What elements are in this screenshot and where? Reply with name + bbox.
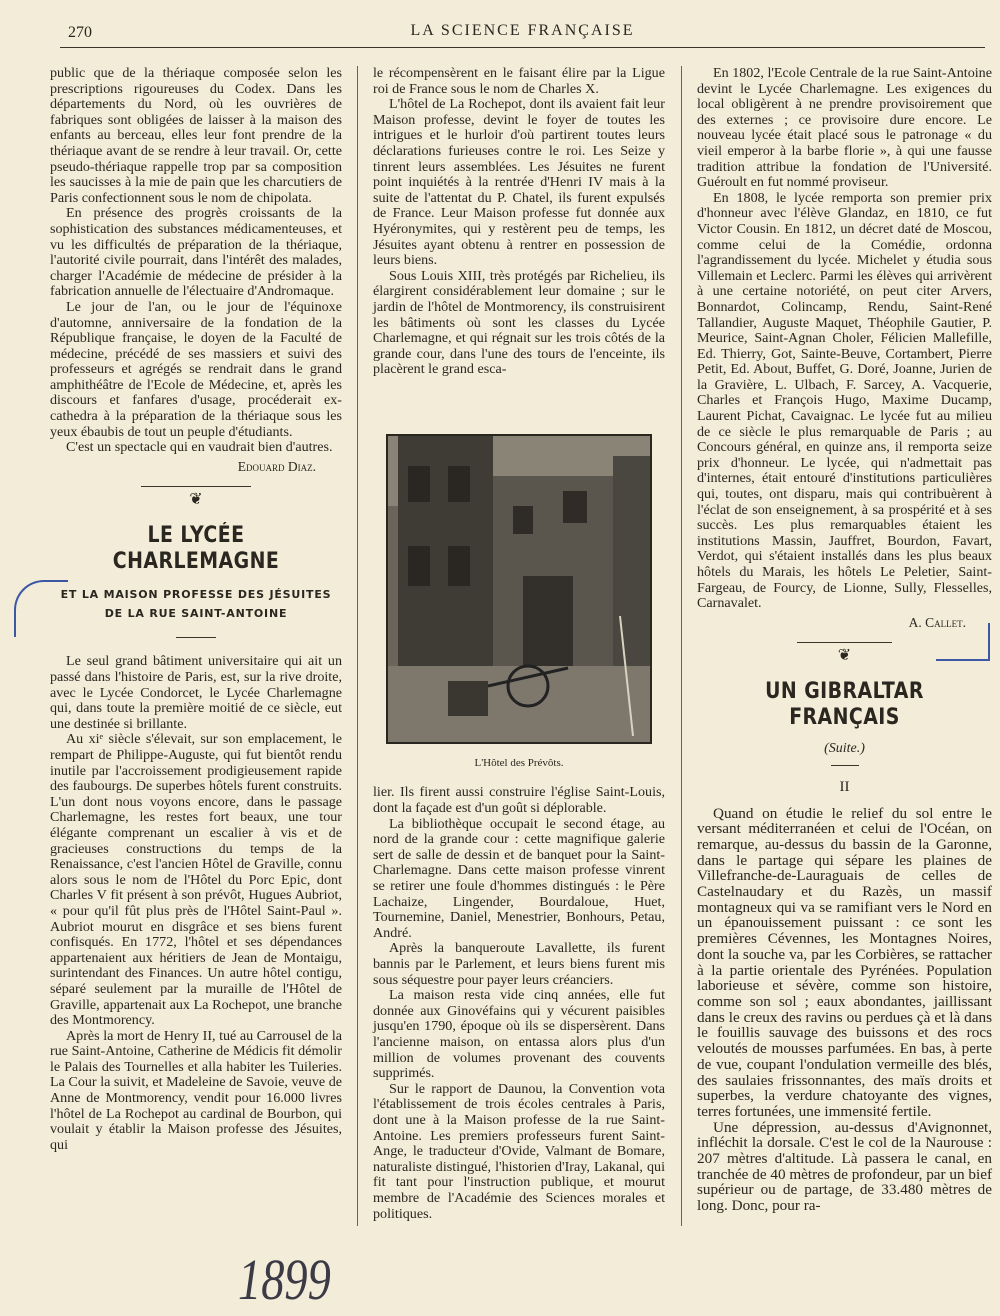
paragraph: En 1808, le lycée remporta son premier prix d'honneur avec l'élève Glandaz, en 1810, ce fut Victor Cousin. En 1812, un décret daté de Moscou, comme celui de la Comédie, ordonna l'agrandissement du lycée. Michelet y étudia sous Villemain et Leclerc. Parmi les élèves qui arrivèrent à une certaine notoriété, on peut citer Arvers, Bonnardot, Colincamp, Rendu, Saint-René Tallandier, Auguste Maquet, Théophile Gautier, P. Meurice, Saint-Agnan Choler, Félicien Mallefille, Ed. Thierry, Got, Sainte-Beuve, Cortambert, Pierre Petit, Ed. About, Buffet, G. Doré, Joanne, Jurien de la Gravière, L. Ulbach, F. Sarcey, A. Vacquerie, Charles et François Hugo, Maxime Ducamp, Laurent Pichat, Cavaignac. Le lycée fut au milieu de ce siècle le plus remarquable de Paris ; au Concours général, en quinze ans, il remporta seize prix d'honneur. Le lycée, qui n'admettait pas d'internes, était entouré d'institutions particulières qui, toutes, ont disparu, mais qui contribuèrent à l'éclat de son enseignement, à sa prospérité et à ses succès. Les plus remarquables étaient les institutions Massin, Jauffret, Bourdon, Favart, Verdot, qui s'étaient installés dans les plus beaux hôtels du Marais, les hôtels Le Peletier, Saint-Fargeau, de Fourcy, de Lionne, Sully, Flesselles, Carnavalet. bbox=[697, 189, 992, 612]
paragraph: L'hôtel de La Rochepot, dont ils avaient fait leur Maison professe, devint le foyer de toutes les intrigues et le hurloir d'où partirent toutes leurs déclarations furieuses contre le roi. Les Seize y tinrent leurs assemblées. Les Jésuites ne furent point inquiétés à la rentrée d'Henri IV mais à la suite de l'attentat du P. Chatel, ils furent expulsés de France. Leur Maison professe fut donnée aux Hyéronymites, qui y restèrent peu de temps, les Jésuites ayant obtenu à rentrer en possession de leurs biens. bbox=[373, 96, 665, 269]
section-number: II bbox=[839, 778, 850, 795]
figure-caption: L'Hôtel des Prévôts. bbox=[474, 756, 564, 769]
article-title: LE LYCÉE CHARLEMAGNE bbox=[112, 523, 280, 575]
paragraph: Sous Louis XIII, très protégés par Richelieu, ils élargirent considérablement leur domaine ; sur le jardin de l'hôtel de Montmorency, ils construisirent les bâtiments où sont les classes du Lycée Charlemagne, et qui régnait sur les trois côtés de la grande cour, dans l'une des tours de l'enceinte, ils placèrent le grand esca- bbox=[373, 267, 665, 378]
article-continuation: (Suite.) bbox=[824, 741, 865, 757]
page-number: 270 bbox=[68, 24, 92, 41]
paragraph: Quand on étudie le relief du sol entre le versant méditerranéen et celui de l'Océan, on remarque, au-dessus du bassin de la Garonne, dans le partage qui sépare les plaines de Villefranche-de-Lauraguais de celles de Castelnaudary et du Razès, un massif montagneux qui va se ramifiant vers le Nord en un épanouissement puissant : ce sont les premières Cévennes, les Montagnes Noires, dont la souche va, par les Corbières, se rattacher à la partie orientale des Pyrénées. Population laborieuse et sévère, comme son histoire, comme son sol ; eaux abondantes, jaillissant dans le creux des ravins ou perdues çà et là dans le fouillis sauvage des buissons et des rocs veloutés de mousses parfumées. En bas, à perte de vue, coupant l'ondulation vermeille des blés, des saulaies frissonnantes, des maïs droits et superbes, la verdure chatoyante des vignes, terres fortunées, une immensité fertile. bbox=[697, 804, 992, 1120]
header-rule bbox=[60, 47, 985, 48]
blue-pencil-mark bbox=[936, 623, 990, 661]
engraving-illustration bbox=[386, 434, 652, 744]
separator-rule bbox=[797, 642, 892, 643]
fleuron-ornament: ❦ bbox=[837, 647, 852, 665]
blue-pencil-mark bbox=[14, 580, 68, 637]
paragraph: le récompensèrent en le faisant élire par la Ligue roi de France sous le nom de Charles X. bbox=[373, 65, 665, 97]
paragraph: lier. Ils firent aussi construire l'église Saint-Louis, dont la façade est d'un goût si déplorable. bbox=[373, 784, 665, 817]
journal-title: LA SCIENCE FRANÇAISE bbox=[410, 22, 635, 39]
column-rule-1 bbox=[357, 66, 358, 1226]
column-1 bbox=[50, 66, 342, 1153]
running-header bbox=[60, 22, 985, 44]
column-2 bbox=[373, 66, 665, 1222]
column-rule-2 bbox=[681, 66, 682, 1226]
paragraph: En 1802, l'Ecole Centrale de la rue Saint-Antoine devint le Lycée Charlemagne. Les exigences du local obligèrent à ne prendre provisoirement que des externes ; ce provisoire dure encore. Le nouveau lycée était placé sous le patronage « du vieil emperor à la barbe florie », à qui une fausse tradition attribue la fondation de l'Université. Guéroult en fut nommé proviseur. bbox=[697, 65, 992, 191]
paragraph: public que de la thériaque composée selon les prescriptions rigoureuses du Codex. Dans les départements du Nord, où les ouvrières de fabriques sont obligées de laisser à la maison des enfants au berceau, elles leur font prendre de la thériaque avant de se rendre à leur travail. Or, cette pseudo-thériaque rappelle trop par sa composition les saucisses à la mie de pain que les charcutiers de Paris confectionnent sous le nom de chipolata. bbox=[50, 65, 342, 206]
paragraph: Le jour de l'an, ou le jour de l'équinoxe d'automne, anniversaire de la fondation de la République française, le doyen de la Faculté de médecine, précédé de ses massiers et suivi des professeurs et agrégés se rendrait dans le grand amphithéâtre de l'Ecole de Médecine, et, après les discours et fanfares d'usage, procéderait ex-cathedra à la préparation de la thériaque sous les yeux ébaubis de tout un peuple d'étudiants. bbox=[50, 298, 342, 440]
article-subtitle: DE LA RUE SAINT-ANTOINE bbox=[104, 607, 288, 621]
paragraph: La maison resta vide cinq années, elle fut donnée aux Ginovéfains qui y vécurent paisibles jusqu'en 1790, époque où ils se dispersèrent. Dans l'ancienne maison, on entassa alors plus d'un million de volumes provenant des couvents supprimés. bbox=[373, 987, 665, 1082]
paragraph: Au xiᵉ siècle s'élevait, sur son emplacement, le rempart de Philippe-Auguste, qui fut bientôt rendu inutile par l'accroissement prodigieusement rapide des faubourgs. De superbes hôtels furent construits. L'un dont nous voyons encore, dans le passage Charlemagne, les restes fort beaux, une tour élégante comprenant un escalier à vis et de gracieuses constructions du temps de la Renaissance, c'est l'ancien Hôtel de Graville, connu alors sous le nom de l'Hôtel du Porc Epic, dont Charles V fit présent à son prévôt, Hugues Aubriot, « pour qu'il fût plus près de l'Hôtel Saint-Paul ». Aubriot mourut en disgrâce et ses biens furent confisqués. En 1772, l'hôtel et ses dépendances appartenaient aux héritiers de Jean de Montaigu, surintendant des Finances. Un autre hôtel contigu, séparé seulement par la muraille de l'Hôtel de Graville, appartenait aux La Rochepot, une branche des Montmorency. bbox=[50, 731, 342, 1029]
separator-rule bbox=[831, 765, 859, 766]
paragraph: Une dépression, au-dessus d'Avignonnet, infléchit la dorsale. C'est le col de la Naurouse : 207 mètres d'altitude. Là passera le canal, en tranchée de 40 mètres de profondeur, par un bief supérieur ou de partage, de 33.480 mètres de long. Donc, pour ra- bbox=[697, 1118, 992, 1215]
fleuron-ornament: ❦ bbox=[189, 491, 203, 509]
separator-rule bbox=[176, 637, 216, 638]
paragraph: Après la banqueroute Lavallette, ils furent bannis par le Parlement, et leurs biens furent mis sous séquestre pour payer leurs créanciers. bbox=[373, 940, 665, 988]
paragraph: Sur le rapport de Daunou, la Convention vota l'établissement de trois écoles centrales à Paris, dont une à la Maison professe de la rue Saint-Antoine. Les premiers professeurs furent Saint-Ange, le traducteur d'Ovide, Valmant de Bomare, naturaliste distingué, l'historien d'Iray, Lakanal, qui fit tant pour l'instruction publique, et mourut membre de l'Académie des Sciences morales et politiques. bbox=[373, 1080, 665, 1222]
author-signature: A. Callet. bbox=[908, 614, 966, 630]
paragraph: Le seul grand bâtiment universitaire qui ait un passé dans l'histoire de Paris, est, sur la rive droite, avec le Lycée Condorcet, le Lycée Charlemagne qui, dans toute la première moitié de ce siècle, eut une destinée si brillante. bbox=[50, 653, 342, 732]
handwritten-year: 1899 bbox=[238, 1247, 331, 1312]
paragraph: La bibliothèque occupait le second étage, au nord de la grande cour : cette magnifique galerie sert de salle de dessin et de banquet pour la Saint-Charlemagne. Dans cette maison professe vinrent se retirer une foule d'hommes distingués : le Père Lachaize, Lingender, Bourdaloue, Huet, Tournemine, Daniel, Menestrier, Bonhours, Petau, André. bbox=[373, 815, 665, 941]
separator-rule bbox=[141, 486, 251, 487]
courtyard-engraving bbox=[388, 436, 650, 742]
paragraph: En présence des progrès croissants de la sophistication des substances médicamenteuses, et vu les difficultés de préparation de la thériaque, l'autorité civile pourrait, dans l'intérêt des malades, charger l'Académie de médecine de présider à la fabrication annuelle de l'électuaire d'Andromaque. bbox=[50, 205, 342, 300]
author-signature: Edouard Diaz. bbox=[237, 458, 316, 474]
paragraph: C'est un spectacle qui en vaudrait bien d'autres. bbox=[66, 439, 333, 456]
article-subtitle: ET LA MAISON PROFESSE DES JÉSUITES bbox=[60, 588, 332, 602]
article-title: UN GIBRALTAR FRANÇAIS bbox=[765, 679, 924, 731]
paragraph: Après la mort de Henry II, tué au Carrousel de la rue Saint-Antoine, Catherine de Médicis fit démolir le Palais des Tournelles et alla habiter les Tuileries. La Cour la suivit, et Madeleine de Savoie, veuve de Anne de Montmorency, vendit pour 16.000 livres l'hôtel de La Rochepot au cardinal de Bourbon, qui voulait y établir la Maison professe des Jésuites, qui bbox=[50, 1027, 342, 1153]
